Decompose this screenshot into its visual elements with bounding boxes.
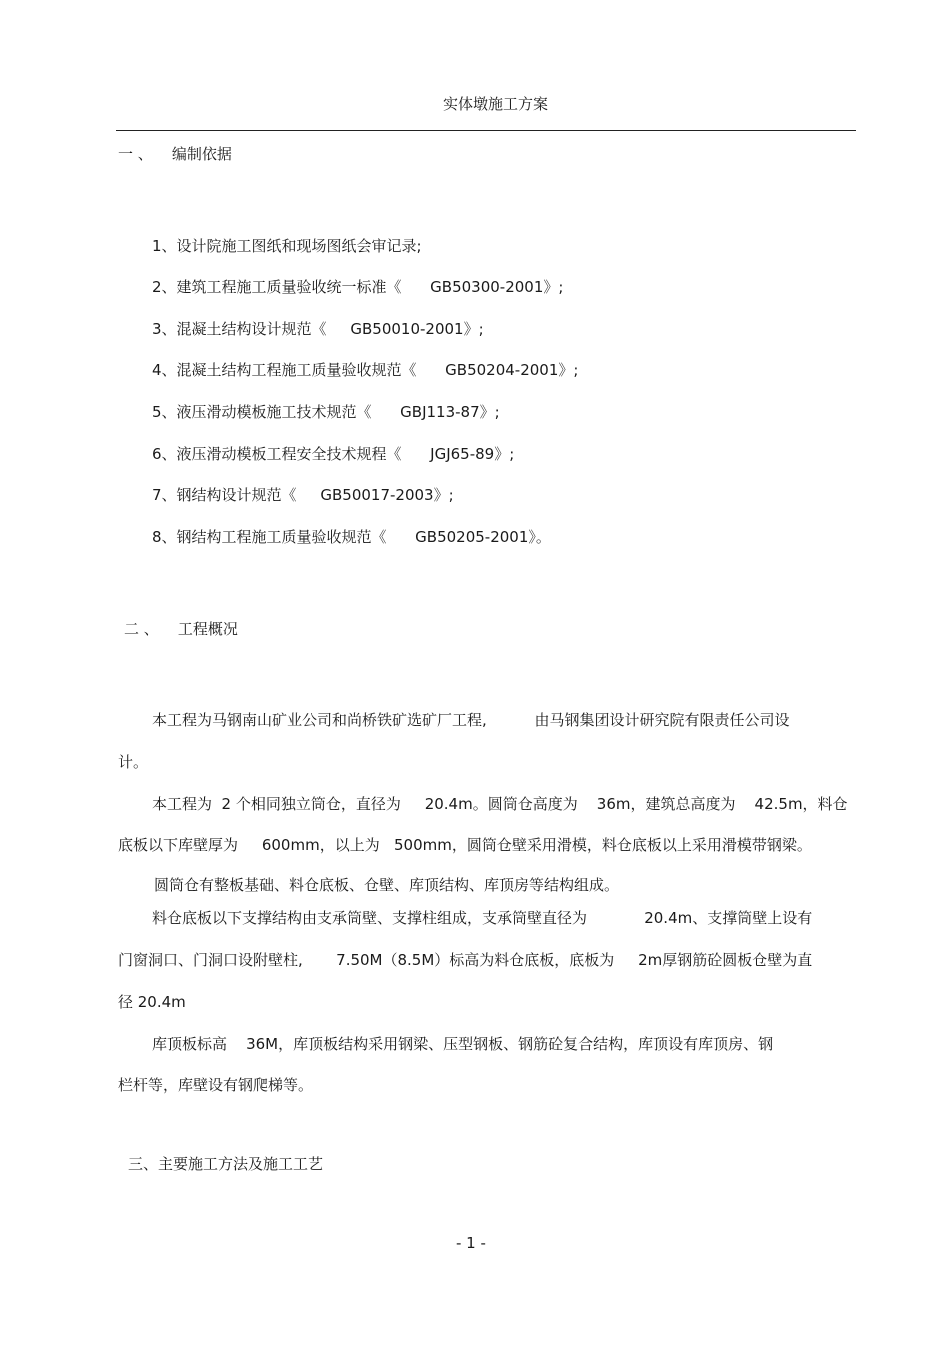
section-1-heading: 一 、 编制依据 (118, 145, 232, 163)
overview-line: 径 20.4m (118, 993, 186, 1011)
reference-item: 8、钢结构工程施工质量验收规范《 GB50205-2001》。 (152, 528, 551, 546)
reference-item: 3、混凝土结构设计规范《 GB50010-2001》; (152, 320, 484, 338)
overview-line: 本工程为 2 个相同独立筒仓，直径为 20.4m。圆筒仓高度为 36m，建筑总高度为 42.5m，料仓 (152, 795, 848, 813)
reference-item: 7、钢结构设计规范《 GB50017-2003》; (152, 486, 454, 504)
header-rule (116, 130, 856, 131)
overview-line: 库顶板标高 36M，库顶板结构采用钢梁、压型钢板、钢筋砼复合结构，库顶设有库顶房、钢 (152, 1035, 774, 1053)
overview-line: 计。 (118, 753, 149, 771)
overview-line: 栏杆等，库壁设有钢爬梯等。 (118, 1076, 314, 1094)
overview-line: 底板以下库壁厚为 600mm，以上为 500mm，圆筒仓壁采用滑模，料仓底板以上采用滑模带钢梁。 (118, 836, 812, 854)
reference-item: 6、液压滑动模板工程安全技术规程《 JGJ65-89》; (152, 445, 515, 463)
page-title: 实体墩施工方案 (443, 95, 549, 113)
reference-item: 1、设计院施工图纸和现场图纸会审记录; (152, 237, 422, 255)
reference-item: 5、液压滑动模板施工技术规范《 GBJ113-87》; (152, 403, 500, 421)
reference-item: 2、建筑工程施工质量验收统一标准《 GB50300-2001》; (152, 278, 564, 296)
overview-line: 料仓底板以下支撑结构由支承筒壁、支撑柱组成，支承筒壁直径为 20.4m、支撑筒壁上设有 (152, 909, 813, 927)
section-2-heading: 二 、 工程概况 (124, 620, 238, 638)
overview-line: 圆筒仓有整板基础、料仓底板、仓壁、库顶结构、库顶房等结构组成。 (154, 876, 620, 894)
page-number: - 1 - (456, 1234, 486, 1252)
overview-line: 本工程为马钢南山矿业公司和尚桥铁矿选矿厂工程, 由马钢集团设计研究院有限责任公司设 (152, 711, 790, 729)
reference-item: 4、混凝土结构工程施工质量验收规范《 GB50204-2001》; (152, 361, 579, 379)
section-3-heading: 三、主要施工方法及施工工艺 (128, 1155, 324, 1173)
overview-line: 门窗洞口、门洞口设附壁柱, 7.50M（8.5M）标高为料仓底板，底板为 2m厚钢筋砼圆板仓壁为直 (118, 951, 813, 969)
